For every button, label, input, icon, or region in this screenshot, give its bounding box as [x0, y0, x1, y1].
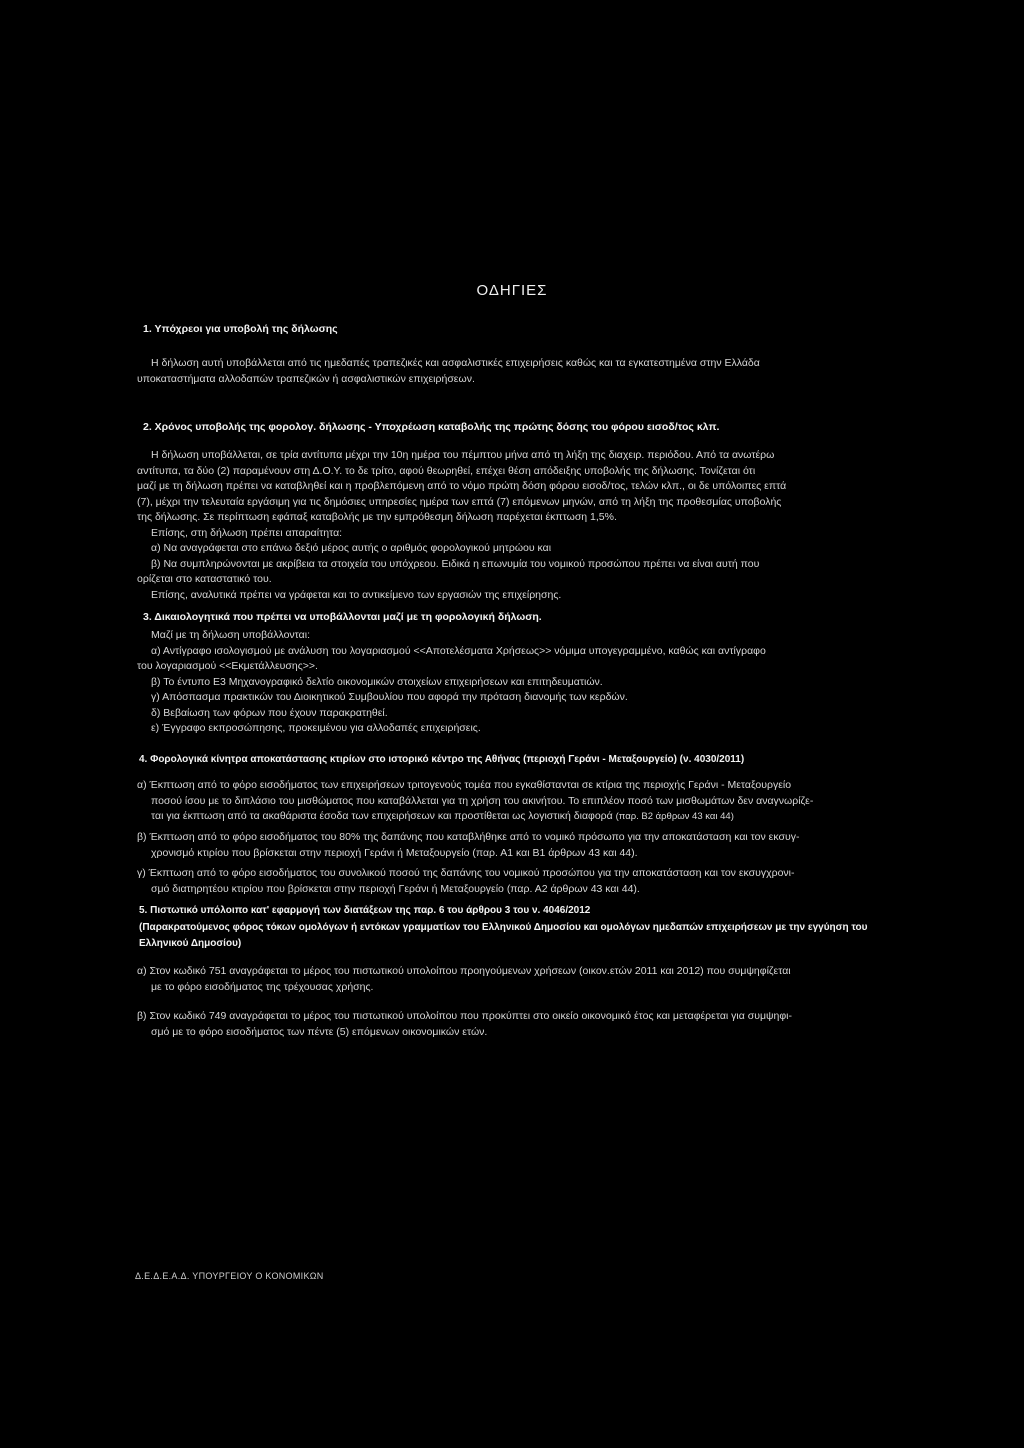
- page-title: ΟΔΗΓΙΕΣ: [476, 282, 548, 299]
- list-item: β) Να συμπληρώνονται με ακρίβεια τα στοιχεία του υπόχρεου. Ειδικά η επωνυμία του νομικού προσώπου πρέπει να είναι αυτή που: [151, 557, 760, 570]
- list-item: γ) Απόσπασμα πρακτικών του Διοικητικού Συμβουλίου που αφορά την πρόταση διανομής των κερδών.: [151, 691, 628, 703]
- section-3-heading: 3. Δικαιολογητικά που πρέπει να υποβάλλονται μαζί με τη φορολογική δήλωση.: [143, 611, 542, 623]
- section-1-body: [137, 356, 760, 387]
- subheading-line: (Παρακρατούμενος φόρος τόκων ομολόγων ή εντόκων γραμματίων του Ελληνικού Δημοσίου και ομολόγων ημεδαπών επιχειρήσεων με την εγγύηση του: [139, 922, 868, 933]
- section-2: [143, 420, 719, 436]
- list-item-continuation: σμό διατηρητέου κτιρίου που βρίσκεται στην περιοχή Γεράνι ή Μεταξουργείο (παρ. Α2 άρθρων 43 και 44).: [151, 882, 640, 895]
- list-item: β) Έκπτωση από το φόρο εισοδήματος του 80% της δαπάνης που καταβλήθηκε από το νομικό πρόσωπο για την αποκατάσταση και τον εκσυγ-: [137, 831, 800, 843]
- list-item-continuation: με το φόρο εισοδήματος της τρέχουσας χρήσης.: [151, 980, 374, 993]
- paragraph-line: του λογαριασμού <<Εκμετάλλευσης>>.: [137, 660, 318, 672]
- paragraph-line: υποκαταστήματα αλλοδαπών τραπεζικών ή ασφαλιστικών επιχειρήσεων.: [137, 372, 475, 385]
- section-1: [143, 322, 338, 338]
- law-reference: (παρ. Β2 άρθρων 43 και 44): [615, 811, 734, 822]
- paragraph-line: μαζί με τη δήλωση πρέπει να καταβληθεί και η προβλεπόμενη από το νόμο πρώτη δόση φόρου εισοδ/τος, τελών κλπ., οι δε υπόλοιπες επτά: [137, 480, 787, 492]
- section-4-item-a: [137, 778, 813, 825]
- list-item: β) Στον κωδικό 749 αναγράφεται το μέρος του πιστωτικού υπολοίπου που προκύπτει στο οικείο οικονομικό έτος και μεταφέρεται για συμψηφι-: [137, 1010, 792, 1022]
- paragraph-line: της δήλωσης. Σε περίπτωση εφάπαξ καταβολής με την εμπρόθεσμη δήλωση παρέχεται έκπτωση 1,5%.: [137, 511, 617, 523]
- list-item: δ) Βεβαίωση των φόρων που έχουν παρακρατηθεί.: [151, 706, 388, 719]
- list-item-continuation: χρονισμό κτιρίου που βρίσκεται στην περιοχή Γεράνι ή Μεταξουργείο (παρ. Α1 και Β1 άρθρων 43 και 44).: [151, 846, 638, 859]
- paragraph-line: Επίσης, αναλυτικά πρέπει να γράφεται και το αντικείμενο των εργασιών της επιχείρησης.: [151, 588, 562, 601]
- footer-text: Δ.Ε.Δ.Ε.Α.Δ. ΥΠΟΥΡΓΕΙΟΥ Ο ΚΟΝΟΜΙΚΩΝ: [135, 1271, 324, 1281]
- list-item: β) Το έντυπο Ε3 Μηχανογραφικό δελτίο οικονομικών στοιχείων επιχειρήσεων και επιτηδευματιών.: [151, 675, 603, 688]
- section-4: [139, 752, 744, 768]
- section-4-item-c: [137, 866, 795, 897]
- list-item-continuation: σμό με το φόρο εισοδήματος των πέντε (5) επόμενων οικονομικών ετών.: [151, 1025, 488, 1038]
- section-2-heading: 2. Χρόνος υποβολής της φορολογ. δήλωσης - Υποχρέωση καταβολής της πρώτης δόσης του φόρου εισοδ/τος κλπ.: [143, 421, 720, 433]
- list-item: α) Έκπτωση από το φόρο εισοδήματος των επιχειρήσεων τριτογενούς τομέα που εγκαθίστανται σε κτίρια της περιοχής Γεράνι - Μεταξουργείο: [137, 779, 792, 791]
- paragraph-line: Μαζί με τη δήλωση υποβάλλονται:: [151, 629, 310, 641]
- list-item-text: ται για έκπτωση από τα ακαθάριστα έσοδα των επιχειρήσεων και προστίθεται ως λογιστική διαφορά: [151, 810, 613, 822]
- section-5-subheading: [139, 920, 867, 951]
- section-2-body: [137, 448, 786, 603]
- list-item: α) Να αναγράφεται στο επάνω δεξιό μέρος αυτής ο αριθμός φορολογικού μητρώου και: [151, 542, 552, 554]
- paragraph-line: Επίσης, στη δήλωση πρέπει απαραίτητα:: [151, 526, 343, 539]
- list-item: α) Στον κωδικό 751 αναγράφεται το μέρος του πιστωτικού υπολοίπου προηγούμενων χρήσεων (οικον.ετών 2011 και 2012) που συμψηφίζεται: [137, 965, 791, 977]
- section-4-heading: 4. Φορολογικά κίνητρα αποκατάστασης κτιρίων στο ιστορικό κέντρο της Αθήνας (περιοχή Γεράνι - Μεταξουργείο) (ν. 4030/2011): [139, 754, 745, 765]
- section-3: [143, 610, 542, 626]
- paragraph-line: ορίζεται στο καταστατικό του.: [137, 573, 272, 585]
- section-5-heading: 5. Πιστωτικό υπόλοιπο κατ' εφαρμογή των διατάξεων της παρ. 6 του άρθρου 3 του ν. 4046/2012: [139, 905, 591, 916]
- list-item-continuation: [137, 809, 813, 825]
- paragraph-line: Η δήλωση αυτή υποβάλλεται από τις ημεδαπές τραπεζικές και ασφαλιστικές επιχειρήσεις καθώς και τα εγκατεστημένα στην Ελλάδα: [151, 357, 760, 369]
- list-item: α) Αντίγραφο ισολογισμού με ανάλυση του λογαριασμού <<Αποτελέσματα Χρήσεως>> νόμιμα υπογεγραμμένο, καθώς και αντίγραφο: [151, 644, 766, 657]
- section-5-item-b: [137, 1009, 792, 1040]
- paragraph-line: (7), μέχρι την τελευταία εργάσιμη για τις δημόσιες υπηρεσίες ημέρα των επτά (7) επόμενων μηνών, από τη λήξη της προθεσμίας υποβολής: [137, 495, 782, 508]
- list-item-continuation: ποσού ίσου με το διπλάσιο του μισθώματος που καταβάλλεται για τη χρήση του ακινήτου. Το επιπλέον ποσό των μισθωμάτων δεν αναγνωρίζε-: [151, 794, 814, 807]
- paragraph-line: αντίτυπα, τα δύο (2) παραμένουν στη Δ.Ο.Υ. το δε τρίτο, αφού θεωρηθεί, επέχει θέση απόδειξης υποβολής της δήλωσης. Τονίζεται ότι: [137, 464, 756, 477]
- list-item: ε) Έγγραφο εκπροσώπησης, προκειμένου για αλλοδαπές επιχειρήσεις.: [151, 722, 481, 734]
- paragraph-line: Η δήλωση υποβάλλεται, σε τρία αντίτυπα μέχρι την 10η ημέρα του πέμπτου μήνα από τη λήξη της διαχειρ. περιόδου. Από τα ανωτέρω: [151, 449, 775, 461]
- section-5: [139, 903, 590, 919]
- section-3-body: [137, 628, 766, 737]
- section-1-heading: 1. Υπόχρεοι για υποβολή της δήλωσης: [143, 323, 338, 335]
- section-4-item-b: [137, 830, 799, 861]
- list-item: γ) Έκπτωση από το φόρο εισοδήματος του συνολικού ποσού της δαπάνης του νομικού προσώπου για την αποκατάσταση και τον εκσυγχρονι-: [137, 867, 795, 879]
- subheading-line: Ελληνικού Δημοσίου): [139, 937, 242, 949]
- section-5-item-a: [137, 964, 791, 995]
